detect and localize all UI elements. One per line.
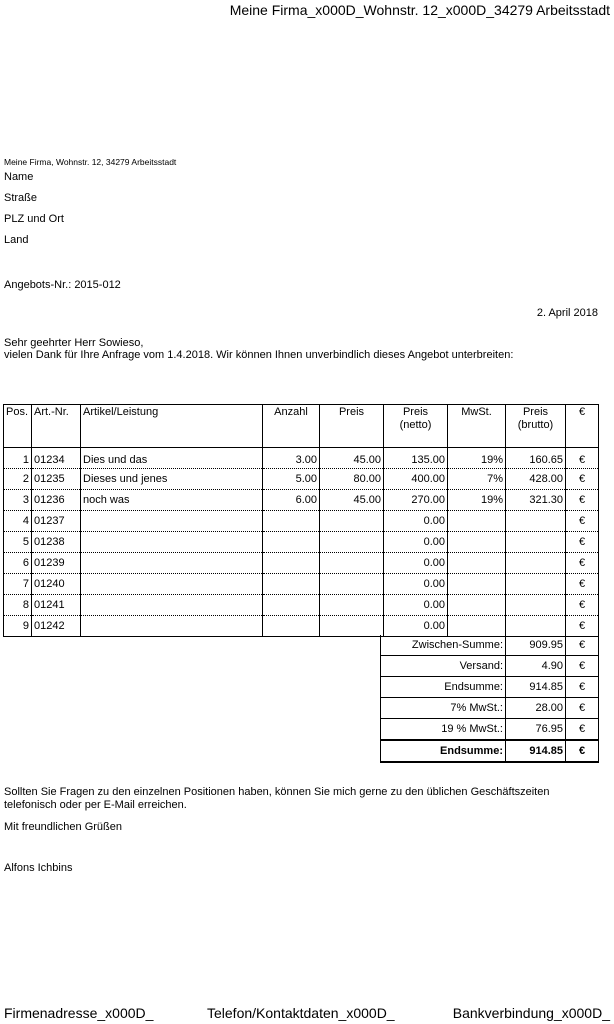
cell-gross: 428.00: [506, 469, 566, 490]
summary-currency: €: [566, 698, 599, 719]
header-gross-line1: Preis: [522, 406, 549, 418]
items-table: [3, 404, 599, 637]
cell-net: 0.00: [384, 553, 448, 574]
header-art-nr: Art.-Nr.: [32, 405, 81, 448]
intro-text: vielen Dank für Ihre Anfrage vom 1.4.2018. Wir können Ihnen unverbindlich dieses Angebot unterbreiten:: [4, 349, 514, 361]
cell-gross: [506, 574, 566, 595]
page-header: Meine Firma_x000D_Wohnstr. 12_x000D_34279 Arbeitsstadt: [229, 2, 610, 18]
cell-price: [320, 532, 384, 553]
cell-price: [320, 595, 384, 616]
cell-price: 80.00: [320, 469, 384, 490]
header-qty: Anzahl: [263, 405, 320, 448]
cell-pos: 7: [4, 574, 32, 595]
cell-price: 45.00: [320, 448, 384, 469]
summary-label: 19 % MwSt.:: [381, 719, 506, 741]
cell-art: 01241: [32, 595, 81, 616]
summary-row: [381, 677, 599, 698]
recipient-name: Name: [4, 171, 34, 183]
cell-item: [81, 595, 263, 616]
total-label: Endsumme:: [381, 740, 506, 762]
cell-gross: [506, 553, 566, 574]
header-currency: €: [566, 405, 599, 448]
cell-price: [320, 511, 384, 532]
cell-currency: €: [566, 595, 599, 616]
salutation: Sehr geehrter Herr Sowieso,: [4, 337, 144, 349]
cell-vat: [448, 532, 506, 553]
cell-currency: €: [566, 574, 599, 595]
cell-price: [320, 616, 384, 637]
cell-item: noch was: [81, 490, 263, 511]
table-row: [4, 448, 599, 469]
cell-currency: €: [566, 448, 599, 469]
cell-net: 0.00: [384, 616, 448, 637]
cell-pos: 1: [4, 448, 32, 469]
table-row: [4, 553, 599, 574]
total-value: 914.85: [506, 740, 566, 762]
sender-address-line: Meine Firma, Wohnstr. 12, 34279 Arbeitsstadt: [4, 157, 177, 167]
cell-qty: [263, 553, 320, 574]
cell-pos: 4: [4, 511, 32, 532]
summary-row: [381, 656, 599, 677]
cell-net: 135.00: [384, 448, 448, 469]
cell-currency: €: [566, 469, 599, 490]
header-gross: [506, 405, 566, 448]
cell-item: Dies und das: [81, 448, 263, 469]
table-row: [4, 616, 599, 637]
recipient-country: Land: [4, 234, 29, 246]
header-vat: MwSt.: [448, 405, 506, 448]
table-row: [4, 532, 599, 553]
cell-gross: [506, 511, 566, 532]
cell-pos: 6: [4, 553, 32, 574]
cell-qty: 6.00: [263, 490, 320, 511]
summary-table: [380, 635, 599, 763]
cell-vat: 7%: [448, 469, 506, 490]
summary-value: 909.95: [506, 635, 566, 656]
cell-pos: 3: [4, 490, 32, 511]
summary-currency: €: [566, 719, 599, 741]
cell-art: 01242: [32, 616, 81, 637]
cell-qty: [263, 511, 320, 532]
cell-currency: €: [566, 532, 599, 553]
cell-price: [320, 553, 384, 574]
cell-qty: [263, 616, 320, 637]
cell-gross: [506, 616, 566, 637]
header-pos: Pos.: [4, 405, 32, 448]
cell-pos: 5: [4, 532, 32, 553]
cell-net: 270.00: [384, 490, 448, 511]
cell-net: 0.00: [384, 574, 448, 595]
recipient-city: PLZ und Ort: [4, 213, 64, 225]
cell-qty: [263, 532, 320, 553]
cell-art: 01238: [32, 532, 81, 553]
cell-item: [81, 553, 263, 574]
summary-row: [381, 635, 599, 656]
header-price: Preis: [320, 405, 384, 448]
cell-pos: 8: [4, 595, 32, 616]
summary-row: [381, 719, 599, 741]
cell-vat: [448, 595, 506, 616]
summary-value: 76.95: [506, 719, 566, 741]
cell-currency: €: [566, 553, 599, 574]
header-net: [384, 405, 448, 448]
cell-item: [81, 511, 263, 532]
cell-pos: 9: [4, 616, 32, 637]
summary-label: Zwischen-Summe:: [381, 635, 506, 656]
summary-label: Versand:: [381, 656, 506, 677]
cell-qty: 3.00: [263, 448, 320, 469]
cell-art: 01240: [32, 574, 81, 595]
summary-currency: €: [566, 656, 599, 677]
recipient-street: Straße: [4, 192, 38, 204]
summary-row: [381, 698, 599, 719]
offer-number: Angebots-Nr.: 2015-012: [4, 279, 121, 291]
cell-gross: [506, 532, 566, 553]
header-net-line1: Preis: [402, 406, 429, 418]
cell-pos: 2: [4, 469, 32, 490]
cell-vat: [448, 574, 506, 595]
cell-qty: [263, 595, 320, 616]
cell-item: [81, 616, 263, 637]
summary-label: 7% MwSt.:: [381, 698, 506, 719]
closing-text: Sollten Sie Fragen zu den einzelnen Positionen haben, können Sie mich gerne zu den üblichen Geschäftszeiten telefonisch oder per E-Mail erreichen.: [4, 786, 550, 811]
summary-currency: €: [566, 677, 599, 698]
summary-total-row: [381, 740, 599, 762]
table-row: [4, 511, 599, 532]
cell-currency: €: [566, 490, 599, 511]
header-net-line2: (netto): [399, 419, 432, 431]
cell-net: 400.00: [384, 469, 448, 490]
greeting: Mit freundlichen Grüßen: [4, 821, 122, 833]
cell-item: Dieses und jenes: [81, 469, 263, 490]
cell-art: 01239: [32, 553, 81, 574]
cell-vat: [448, 553, 506, 574]
cell-qty: [263, 574, 320, 595]
cell-art: 01235: [32, 469, 81, 490]
cell-price: [320, 574, 384, 595]
cell-net: 0.00: [384, 511, 448, 532]
summary-value: 28.00: [506, 698, 566, 719]
table-row: [4, 490, 599, 511]
cell-net: 0.00: [384, 532, 448, 553]
cell-gross: [506, 595, 566, 616]
header-item: Artikel/Leistung: [81, 405, 263, 448]
cell-vat: [448, 511, 506, 532]
footer-contact: Telefon/Kontaktdaten_x000D_: [207, 1005, 395, 1021]
summary-currency: €: [566, 635, 599, 656]
cell-vat: [448, 616, 506, 637]
footer-company-address: Firmenadresse_x000D_: [4, 1005, 154, 1021]
cell-gross: 160.65: [506, 448, 566, 469]
signature-name: Alfons Ichbins: [4, 862, 73, 874]
cell-item: [81, 574, 263, 595]
cell-art: 01237: [32, 511, 81, 532]
table-header-row: [4, 405, 599, 448]
total-currency: €: [566, 740, 599, 762]
cell-vat: 19%: [448, 490, 506, 511]
cell-art: 01236: [32, 490, 81, 511]
table-row: [4, 469, 599, 490]
cell-item: [81, 532, 263, 553]
header-gross-line2: (brutto): [517, 419, 554, 431]
document-date: 2. April 2018: [536, 307, 598, 319]
cell-art: 01234: [32, 448, 81, 469]
cell-vat: 19%: [448, 448, 506, 469]
cell-currency: €: [566, 616, 599, 637]
cell-qty: 5.00: [263, 469, 320, 490]
table-row: [4, 595, 599, 616]
cell-currency: €: [566, 511, 599, 532]
summary-label: Endsumme:: [381, 677, 506, 698]
cell-price: 45.00: [320, 490, 384, 511]
summary-value: 4.90: [506, 656, 566, 677]
cell-net: 0.00: [384, 595, 448, 616]
footer-bank: Bankverbindung_x000D_: [452, 1005, 610, 1021]
table-row: [4, 574, 599, 595]
summary-value: 914.85: [506, 677, 566, 698]
cell-gross: 321.30: [506, 490, 566, 511]
